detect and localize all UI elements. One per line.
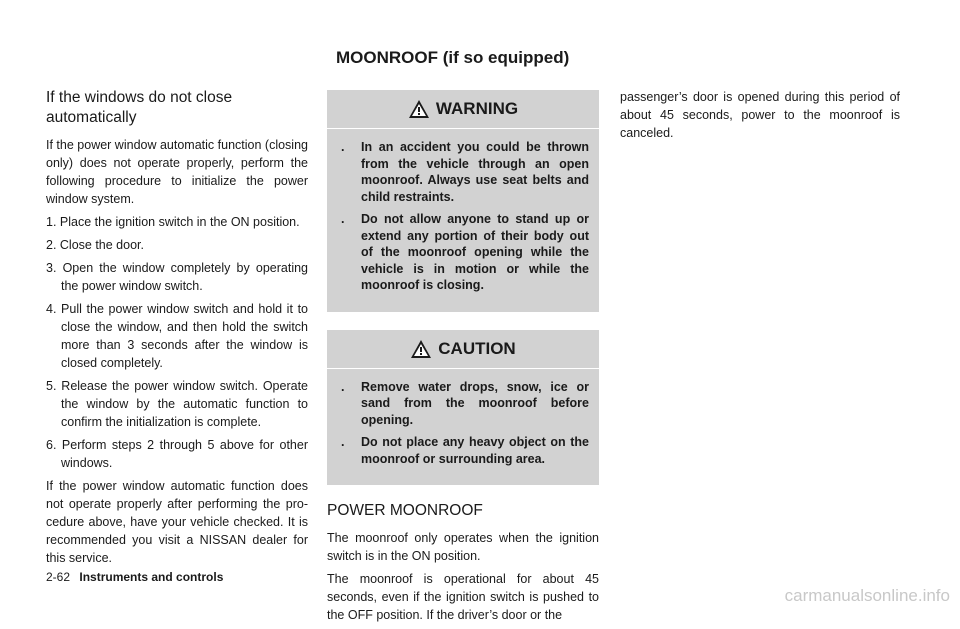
warning-triangle-icon (408, 99, 430, 119)
windows-heading: If the windows do not close automatically (46, 89, 233, 126)
caution-item-text: Do not place any heavy object on the moonroof or surrounding area. (361, 435, 589, 466)
column-middle (327, 88, 599, 629)
step-item: 4. Pull the power window switch and hold it to close the window, and then hold the switch more than 3 seconds after the window is closed completely. (46, 302, 308, 370)
warning-item: . Do not allow anyone to stand up or extend any portion of their body out of the moonroof opening while the vehicle is in motion or while the moonroof is closing. (341, 212, 589, 292)
intro-paragraph: If the power window automatic function (closing only) does not operate properly, perform the following procedure to initialize the power window system. (46, 138, 308, 206)
watermark: carmanualsonline.info (784, 586, 950, 605)
power-moonroof-paragraph: The moonroof only operates when the ignition switch is in the ON position. (327, 531, 599, 563)
warning-item-text: In an accident you could be thrown from the vehicle through an open moonroof. Always use seat belts and child restraints. (361, 140, 589, 204)
warning-list (327, 129, 599, 312)
step-item: 2. Close the door. (46, 238, 144, 252)
power-moonroof-heading: POWER MOONROOF (327, 502, 483, 519)
warning-item: . In an accident you could be thrown from the vehicle through an open moonroof. Always use seat belts and child restraints. (341, 140, 589, 204)
outro-paragraph: If the power window automatic function does not operate properly after performing the pro-cedure above, have your vehicle checked. It is recommended you visit a NISSAN dealer for this service. (46, 479, 308, 565)
steps-list (46, 213, 308, 472)
caution-title: CAUTION (438, 338, 516, 358)
warning-box (327, 90, 599, 312)
caution-item-text: Remove water drops, snow, ice or sand from the moonroof before opening. (361, 379, 589, 427)
step-item: 6. Perform steps 2 through 5 above for other windows. (46, 438, 308, 470)
column-right (620, 88, 900, 147)
warning-header (327, 90, 599, 129)
footer-title: Instruments and controls (79, 570, 224, 584)
page-footer (46, 570, 223, 584)
power-moonroof-paragraph: The moonroof is operational for about 45 seconds, even if the ignition switch is pushed to the OFF position. If the driver’s door or the (327, 572, 599, 622)
caution-box (327, 330, 599, 486)
warning-triangle-icon (410, 339, 432, 359)
section-title: MOONROOF (if so equipped) (336, 48, 570, 67)
step-item: 1. Place the ignition switch in the ON position. (46, 215, 300, 229)
caution-list (327, 369, 599, 486)
caution-header (327, 330, 599, 369)
warning-title: WARNING (435, 99, 519, 118)
step-item: 5. Release the power window switch. Operate the window by the automatic function to confirm the initialization is complete. (46, 379, 308, 429)
step-item: 3. Open the window completely by operating the power window switch. (46, 261, 308, 293)
continued-paragraph: passenger’s door is opened during this period of about 45 seconds, power to the moonroof is canceled. (620, 90, 900, 140)
column-left (46, 88, 308, 572)
caution-item: . Remove water drops, snow, ice or sand from the moonroof before opening. (341, 379, 589, 427)
page-number: 2-62 (46, 570, 71, 584)
warning-item-text: Do not allow anyone to stand up or extend any portion of their body out of the moonroof opening while the vehicle is in motion or while the moonroof is closing. (361, 212, 589, 292)
caution-item: . Do not place any heavy object on the moonroof or surrounding area. (341, 435, 589, 466)
